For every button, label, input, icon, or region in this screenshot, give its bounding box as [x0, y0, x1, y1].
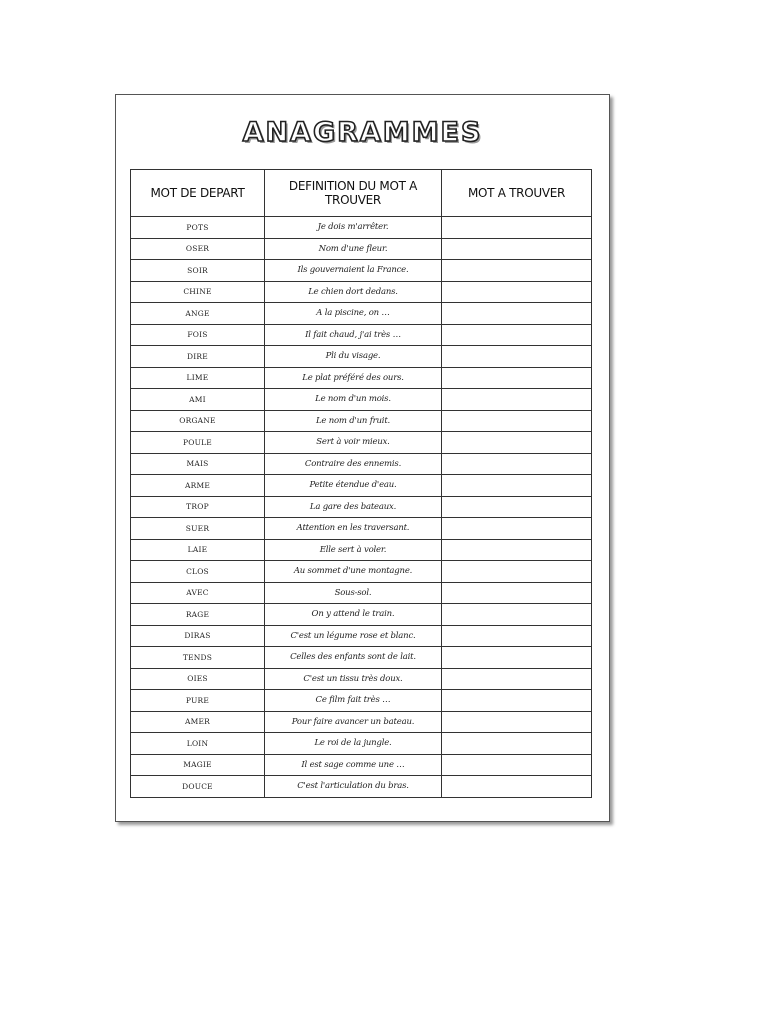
answer-cell[interactable] — [442, 346, 592, 368]
definition-cell: Le nom d'un mois. — [265, 389, 442, 411]
start-word-cell: CHINE — [131, 281, 265, 303]
answer-cell[interactable] — [442, 389, 592, 411]
definition-cell: Celles des enfants sont de lait. — [265, 647, 442, 669]
answer-cell[interactable] — [442, 754, 592, 776]
definition-cell: Le roi de la jungle. — [265, 733, 442, 755]
start-word-cell: SOIR — [131, 260, 265, 282]
start-word-cell: POTS — [131, 217, 265, 239]
header-definition: DEFINITION DU MOT A TROUVER — [265, 170, 442, 217]
start-word-cell: FOIS — [131, 324, 265, 346]
table-row — [131, 690, 592, 712]
table-row — [131, 260, 592, 282]
definition-cell: Contraire des ennemis. — [265, 453, 442, 475]
answer-cell[interactable] — [442, 367, 592, 389]
page-title: ANAGRAMMES — [242, 117, 483, 148]
start-word-cell: ORGANE — [131, 410, 265, 432]
start-word-cell: TENDS — [131, 647, 265, 669]
table-row — [131, 453, 592, 475]
start-word-cell: AMER — [131, 711, 265, 733]
anagram-table — [130, 169, 592, 798]
answer-cell[interactable] — [442, 238, 592, 260]
table-header-row — [131, 170, 592, 217]
start-word-cell: POULE — [131, 432, 265, 454]
definition-cell: Attention en les traversant. — [265, 518, 442, 540]
start-word-cell: PURE — [131, 690, 265, 712]
answer-cell[interactable] — [442, 410, 592, 432]
table-row — [131, 754, 592, 776]
answer-cell[interactable] — [442, 776, 592, 798]
table-row — [131, 647, 592, 669]
table-row — [131, 604, 592, 626]
start-word-cell: DIRAS — [131, 625, 265, 647]
start-word-cell: ARME — [131, 475, 265, 497]
answer-cell[interactable] — [442, 668, 592, 690]
table-row — [131, 410, 592, 432]
header-start-word: MOT DE DEPART — [131, 170, 265, 217]
answer-cell[interactable] — [442, 281, 592, 303]
start-word-cell: LAIE — [131, 539, 265, 561]
table-row — [131, 238, 592, 260]
answer-cell[interactable] — [442, 432, 592, 454]
start-word-cell: SUER — [131, 518, 265, 540]
answer-cell[interactable] — [442, 303, 592, 325]
table-row — [131, 625, 592, 647]
answer-cell[interactable] — [442, 561, 592, 583]
table-row — [131, 733, 592, 755]
answer-cell[interactable] — [442, 324, 592, 346]
definition-cell: Il fait chaud, j'ai très … — [265, 324, 442, 346]
definition-cell: A la piscine, on … — [265, 303, 442, 325]
start-word-cell: OSER — [131, 238, 265, 260]
answer-cell[interactable] — [442, 518, 592, 540]
definition-cell: C'est un tissu très doux. — [265, 668, 442, 690]
start-word-cell: MAIS — [131, 453, 265, 475]
table-row — [131, 496, 592, 518]
table-row — [131, 668, 592, 690]
answer-cell[interactable] — [442, 453, 592, 475]
start-word-cell: AMI — [131, 389, 265, 411]
definition-cell: On y attend le train. — [265, 604, 442, 626]
answer-cell[interactable] — [442, 690, 592, 712]
definition-cell: Sert à voir mieux. — [265, 432, 442, 454]
start-word-cell: CLOS — [131, 561, 265, 583]
header-word-to-find: MOT A TROUVER — [442, 170, 592, 217]
definition-cell: C'est un légume rose et blanc. — [265, 625, 442, 647]
definition-cell: Il est sage comme une … — [265, 754, 442, 776]
definition-cell: Elle sert à voler. — [265, 539, 442, 561]
definition-cell: La gare des bateaux. — [265, 496, 442, 518]
table-row — [131, 346, 592, 368]
table-row — [131, 776, 592, 798]
definition-cell: Sous-sol. — [265, 582, 442, 604]
definition-cell: Je dois m'arrêter. — [265, 217, 442, 239]
answer-cell[interactable] — [442, 625, 592, 647]
table-row — [131, 561, 592, 583]
answer-cell[interactable] — [442, 217, 592, 239]
definition-cell: Nom d'une fleur. — [265, 238, 442, 260]
answer-cell[interactable] — [442, 260, 592, 282]
start-word-cell: LOIN — [131, 733, 265, 755]
worksheet-page — [115, 94, 610, 822]
start-word-cell: DIRE — [131, 346, 265, 368]
start-word-cell: MAGIE — [131, 754, 265, 776]
answer-cell[interactable] — [442, 582, 592, 604]
definition-cell: Le chien dort dedans. — [265, 281, 442, 303]
table-row — [131, 367, 592, 389]
answer-cell[interactable] — [442, 475, 592, 497]
table-row — [131, 324, 592, 346]
answer-cell[interactable] — [442, 604, 592, 626]
answer-cell[interactable] — [442, 496, 592, 518]
definition-cell: Ce film fait très … — [265, 690, 442, 712]
definition-cell: Le nom d'un fruit. — [265, 410, 442, 432]
table-row — [131, 217, 592, 239]
table-row — [131, 518, 592, 540]
definition-cell: Le plat préféré des ours. — [265, 367, 442, 389]
table-row — [131, 303, 592, 325]
definition-cell: Au sommet d'une montagne. — [265, 561, 442, 583]
definition-cell: Pli du visage. — [265, 346, 442, 368]
definition-cell: Petite étendue d'eau. — [265, 475, 442, 497]
definition-cell: Ils gouvernaient la France. — [265, 260, 442, 282]
answer-cell[interactable] — [442, 733, 592, 755]
answer-cell[interactable] — [442, 647, 592, 669]
definition-cell: C'est l'articulation du bras. — [265, 776, 442, 798]
start-word-cell: AVEC — [131, 582, 265, 604]
table-row — [131, 539, 592, 561]
start-word-cell: LIME — [131, 367, 265, 389]
start-word-cell: ANGE — [131, 303, 265, 325]
definition-cell: Pour faire avancer un bateau. — [265, 711, 442, 733]
start-word-cell: OIES — [131, 668, 265, 690]
start-word-cell: RAGE — [131, 604, 265, 626]
answer-cell[interactable] — [442, 539, 592, 561]
table-row — [131, 389, 592, 411]
table-row — [131, 475, 592, 497]
table-row — [131, 432, 592, 454]
start-word-cell: TROP — [131, 496, 265, 518]
table-row — [131, 582, 592, 604]
table-row — [131, 281, 592, 303]
table-row — [131, 711, 592, 733]
answer-cell[interactable] — [442, 711, 592, 733]
start-word-cell: DOUCE — [131, 776, 265, 798]
